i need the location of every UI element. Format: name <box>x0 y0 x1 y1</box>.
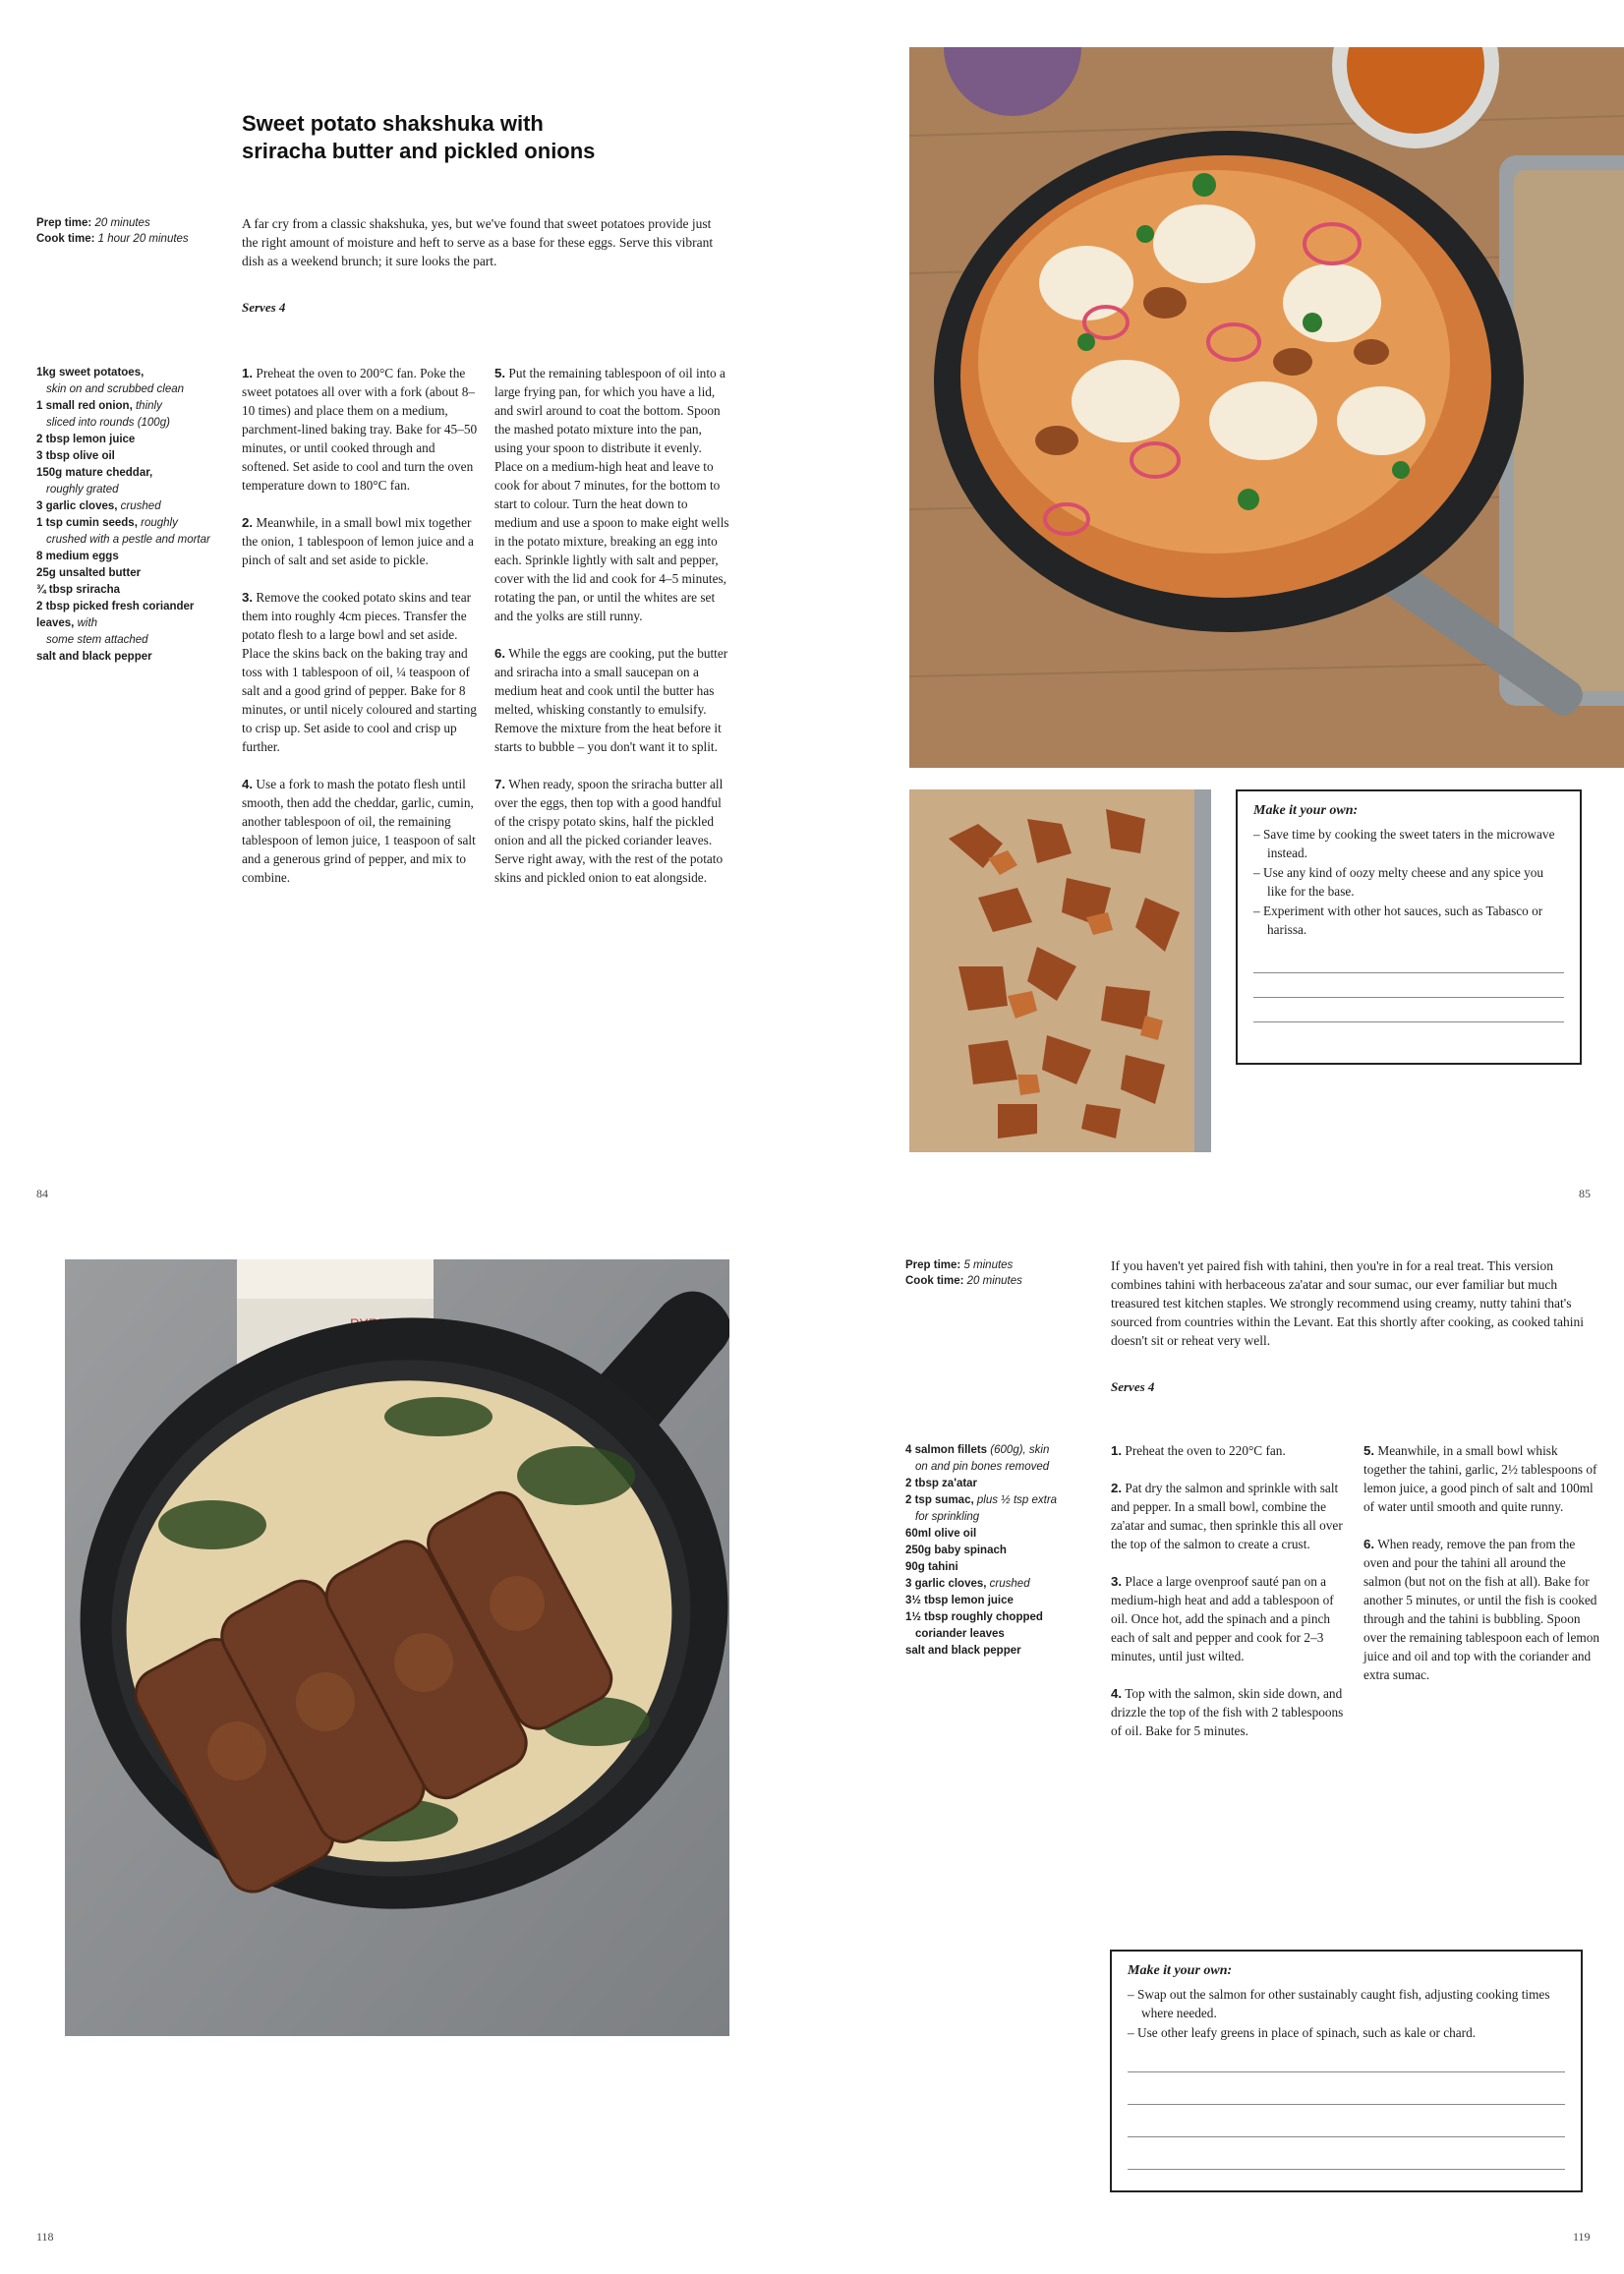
recipe-title-line1: Sweet potato shakshuka with <box>242 111 544 136</box>
ingredient-item <box>36 365 223 398</box>
ingredient-item <box>36 432 223 448</box>
step-text: When ready, remove the pan from the oven and pour the tahini all around the salmon (but not on the fish at all). Bake for another 5 minutes, or until the fish is cooked through and the tahini is bubbling. Spoon over the remaining tablespoon each of lemon juice and oil and top with the coriander and extra sumac. <box>1363 1537 1599 1682</box>
ingredient-name: 90g tahini <box>905 1561 958 1573</box>
step-number: 1. <box>242 366 254 380</box>
ingredient-name: 1 tsp cumin seeds, <box>36 517 138 529</box>
note-line <box>1253 953 1564 973</box>
ingredient-note: skin on and scrubbed clean <box>46 383 185 395</box>
serves-label: Serves 4 <box>242 300 286 315</box>
ingredient-name-cont: coriander leaves <box>915 1628 1005 1640</box>
step-number: 4. <box>1111 1686 1123 1701</box>
recipe-intro: If you haven't yet paired fish with tahini, then you're in for a real treat. This version combines tahini with herbaceous za'atar and sour sumac, our ever familiar but much treasured test kitchen staples. We strongly recommend using creamy, nutty tahini that's sourced from countries within the Levant. Eat this shortly after cooking, as cooked tahini doesn't sit or reheat very well. <box>1111 1258 1584 1348</box>
method-step <box>242 588 478 756</box>
recipe-title <box>242 110 694 165</box>
step-number: 5. <box>494 366 506 380</box>
ingredient-prep: crushed <box>989 1578 1030 1590</box>
step-text: Put the remaining tablespoon of oil into a large frying pan, for which you have a lid, and swirl around to coat the bottom. Spoon the mashed potato mixture into the pan, using your spoon to distribute it evenly. Place on a medium-high heat and leave to cook for about 7 minutes, for the bottom to start to colour. Turn the heat down to medium and use a spoon to make eight wells in the potato mixture, breaking an egg into each. Sprinkle lightly with salt and pepper, cover with the lid and cook for 4–5 minutes, rotating the pan, or until the whites are set and the yolks are still runny. <box>494 366 729 623</box>
cook-label: Cook time: <box>905 1275 964 1287</box>
ingredient-name: 25g unsalted butter <box>36 567 142 579</box>
prep-label: Prep time: <box>905 1259 961 1271</box>
ingredient-name: 2 tbsp lemon juice <box>36 434 136 445</box>
method-step <box>1111 1441 1347 1460</box>
page-number: 85 <box>1579 1187 1591 1200</box>
ingredient-name: 1 small red onion, <box>36 400 133 412</box>
step-number: 6. <box>494 646 506 661</box>
ingredient-item <box>905 1576 1098 1593</box>
ingredient-note: for sprinkling <box>915 1511 980 1523</box>
ingredient-item <box>36 398 223 432</box>
ingredient-note: some stem attached <box>46 634 148 646</box>
ingredient-note: crushed with a pestle and mortar <box>46 534 210 546</box>
tip-item: – Swap out the salmon for other sustainably caught fish, adjusting cooking times where needed. <box>1128 1987 1550 2020</box>
ingredient-item <box>36 498 223 515</box>
method-column-2 <box>494 364 730 905</box>
salmon-skillet-photo <box>65 1259 729 2036</box>
ingredient-prep: with <box>77 617 98 629</box>
step-text: Use a fork to mash the potato flesh until smooth, then add the cheddar, garlic, cumin, another tablespoon of oil, the remaining tablespoon of lemon juice, 1 teaspoon of salt and a generous grind of pepper, and mix to combine. <box>242 777 476 885</box>
timing-info <box>36 215 233 247</box>
ingredient-item <box>36 448 223 465</box>
ingredient-prep: thinly <box>135 400 162 412</box>
note-line <box>1128 2072 1565 2105</box>
step-number: 7. <box>494 777 506 791</box>
ingredient-name: 2 tsp sumac, <box>905 1494 974 1506</box>
ingredient-name: 1kg sweet potatoes, <box>36 367 145 379</box>
note-line <box>1253 998 1564 1022</box>
ingredient-item <box>905 1593 1098 1609</box>
recipe-intro: A far cry from a classic shakshuka, yes, but we've found that sweet potatoes provide just the right amount of moisture and heft to serve as a base for these eggs. Serve this vibrant dish as a weekend brunch; it sure looks the part. <box>242 216 714 268</box>
cook-value: 1 hour 20 minutes <box>97 233 189 245</box>
box-tips <box>1128 1985 1565 2042</box>
ingredient-item <box>905 1526 1098 1543</box>
ingredient-note: sliced into rounds (100g) <box>46 417 170 429</box>
method-step <box>494 644 730 756</box>
ingredient-item <box>905 1543 1098 1559</box>
timing-info <box>905 1257 1102 1289</box>
make-it-your-own-box <box>1236 789 1582 1065</box>
step-number: 1. <box>1111 1443 1123 1458</box>
ingredient-name: 3 garlic cloves, <box>905 1578 987 1590</box>
ingredient-item <box>36 649 223 666</box>
cook-value: 20 minutes <box>966 1275 1022 1287</box>
step-number: 3. <box>1111 1574 1123 1589</box>
shakshuka-photo <box>909 47 1624 768</box>
ingredient-prep: (600g), skin <box>990 1444 1050 1456</box>
prep-value: 5 minutes <box>963 1259 1014 1271</box>
tip-item: – Use other leafy greens in place of spinach, such as kale or chard. <box>1128 2025 1477 2040</box>
ingredient-item <box>905 1609 1098 1643</box>
ingredient-item <box>905 1476 1098 1492</box>
step-text: Meanwhile, in a small bowl whisk together the tahini, garlic, 2½ tablespoons of lemon juice, a good pinch of salt and 100ml of water until smooth and quite runny. <box>1363 1443 1597 1514</box>
ingredient-name: 3½ tbsp lemon juice <box>905 1595 1014 1606</box>
method-step <box>242 775 478 887</box>
method-step <box>1111 1479 1347 1553</box>
ingredient-note: roughly grated <box>46 484 119 496</box>
ingredient-name: ¾ tbsp sriracha <box>36 584 121 596</box>
method-step <box>1363 1441 1599 1516</box>
recipe-title-line2: sriracha butter and pickled onions <box>242 139 596 163</box>
ingredient-item <box>36 565 223 582</box>
prep-value: 20 minutes <box>94 217 150 229</box>
page-number: 84 <box>36 1187 48 1200</box>
ingredient-item <box>36 465 223 498</box>
note-line <box>1128 2052 1565 2072</box>
tip-item: – Use any kind of oozy melty cheese and any spice you like for the base. <box>1253 865 1544 899</box>
ingredient-name: 60ml olive oil <box>905 1528 977 1540</box>
note-line <box>1253 973 1564 998</box>
notes-lines <box>1128 2052 1565 2170</box>
notes-lines <box>1253 953 1564 1022</box>
step-number: 3. <box>242 590 254 605</box>
step-text: Meanwhile, in a small bowl mix together the onion, 1 tablespoon of lemon juice and a pinch of salt and set aside to pickle. <box>242 515 474 567</box>
ingredient-prep: roughly <box>141 517 178 529</box>
note-line <box>1128 2137 1565 2170</box>
ingredient-name: 250g baby spinach <box>905 1545 1007 1556</box>
step-number: 4. <box>242 777 254 791</box>
method-step <box>242 513 478 569</box>
step-text: Preheat the oven to 220°C fan. <box>1125 1443 1286 1458</box>
step-text: Preheat the oven to 200°C fan. Poke the sweet potatoes all over with a fork (about 8–10 times) and place them on a medium, parchment-lined baking tray. Bake for 45–50 minutes, or until cooked through and softened. Set aside to cool and turn the oven temperature down to 180°C fan. <box>242 366 478 493</box>
ingredient-item <box>905 1492 1098 1526</box>
ingredient-name: 1½ tbsp roughly chopped <box>905 1611 1043 1623</box>
method-step <box>494 364 730 625</box>
step-text: While the eggs are cooking, put the butter and sriracha into a small saucepan on a medium heat and cook until the butter has melted, whisking constantly to emulsify. Remove the mixture from the heat before it starts to bubble – you don't want it to split. <box>494 646 728 754</box>
ingredient-name: 2 tbsp za'atar <box>905 1478 978 1489</box>
note-line <box>1128 2105 1565 2137</box>
page-number: 119 <box>1573 2230 1591 2244</box>
ingredient-prep: crushed <box>120 500 161 512</box>
ingredient-note: on and pin bones removed <box>915 1461 1050 1473</box>
ingredient-name: 4 salmon fillets <box>905 1444 988 1456</box>
step-text: Top with the salmon, skin side down, and drizzle the top of the fish with 2 tablespoons of oil. Bake for 5 minutes. <box>1111 1686 1344 1738</box>
method-step <box>1111 1572 1347 1665</box>
ingredient-prep: plus ½ tsp extra <box>976 1494 1058 1506</box>
method-step <box>1363 1535 1599 1684</box>
cook-label: Cook time: <box>36 233 95 245</box>
step-number: 2. <box>242 515 254 530</box>
step-text: Remove the cooked potato skins and tear them into roughly 4cm pieces. Transfer the potato flesh to a large bowl and set aside. Place the skins back on the baking tray and toss with 1 tablespoon of oil, ¼ teaspoon of salt and a good grind of pepper. Bake for 8 minutes, or until nicely coloured and starting to crisp up. Set aside to cool and crisp up further. <box>242 590 477 754</box>
ingredient-name: 8 medium eggs <box>36 551 119 562</box>
step-text: Place a large ovenproof sauté pan on a medium-high heat and add a tablespoon of oil. Once hot, add the spinach and a pinch each of salt and pepper and cook for 2–3 minutes, until just wilted. <box>1111 1574 1334 1663</box>
method-step <box>242 364 478 495</box>
ingredient-name: salt and black pepper <box>905 1645 1021 1657</box>
ingredient-item <box>36 599 223 649</box>
step-text: When ready, spoon the sriracha butter all over the eggs, then top with a good handful of the crispy potato skins, half the pickled onion and all the picked coriander leaves. Serve right away, with the rest of the potato skins and pickled onion to eat alongside. <box>494 777 724 885</box>
step-number: 2. <box>1111 1481 1123 1495</box>
method-step <box>494 775 730 887</box>
ingredient-name: 3 tbsp olive oil <box>36 450 115 462</box>
ingredient-name: 3 garlic cloves, <box>36 500 118 512</box>
prep-label: Prep time: <box>36 217 92 229</box>
method-step <box>1111 1684 1347 1740</box>
ingredient-item <box>36 582 223 599</box>
method-column-2 <box>1363 1441 1599 1703</box>
ingredient-item <box>905 1643 1098 1660</box>
serves-label: Serves 4 <box>1111 1379 1155 1394</box>
ingredient-list <box>36 365 223 666</box>
box-title: Make it your own: <box>1128 1963 1233 1978</box>
tip-item: – Save time by cooking the sweet taters in the microwave instead. <box>1253 827 1555 860</box>
box-tips <box>1253 825 1564 939</box>
make-it-your-own-box <box>1110 1950 1583 2192</box>
method-column-1 <box>242 364 478 905</box>
potato-skins-photo <box>909 789 1211 1152</box>
box-title: Make it your own: <box>1253 803 1359 818</box>
ingredient-item <box>905 1442 1098 1476</box>
tip-item: – Experiment with other hot sauces, such as Tabasco or harissa. <box>1253 904 1543 937</box>
ingredient-item <box>905 1559 1098 1576</box>
ingredient-name: 2 tbsp picked fresh coriander leaves, <box>36 601 195 629</box>
ingredient-item <box>36 515 223 549</box>
ingredient-item <box>36 549 223 565</box>
ingredient-name: 150g mature cheddar, <box>36 467 153 479</box>
step-text: Pat dry the salmon and sprinkle with salt and pepper. In a small bowl, combine the za'atar and sumac, then sprinkle this all over the top of the salmon to create a crust. <box>1111 1481 1343 1551</box>
page-number: 118 <box>36 2230 54 2244</box>
method-column-1 <box>1111 1441 1347 1759</box>
ingredient-list <box>905 1442 1098 1660</box>
step-number: 5. <box>1363 1443 1375 1458</box>
step-number: 6. <box>1363 1537 1375 1551</box>
ingredient-name: salt and black pepper <box>36 651 152 663</box>
